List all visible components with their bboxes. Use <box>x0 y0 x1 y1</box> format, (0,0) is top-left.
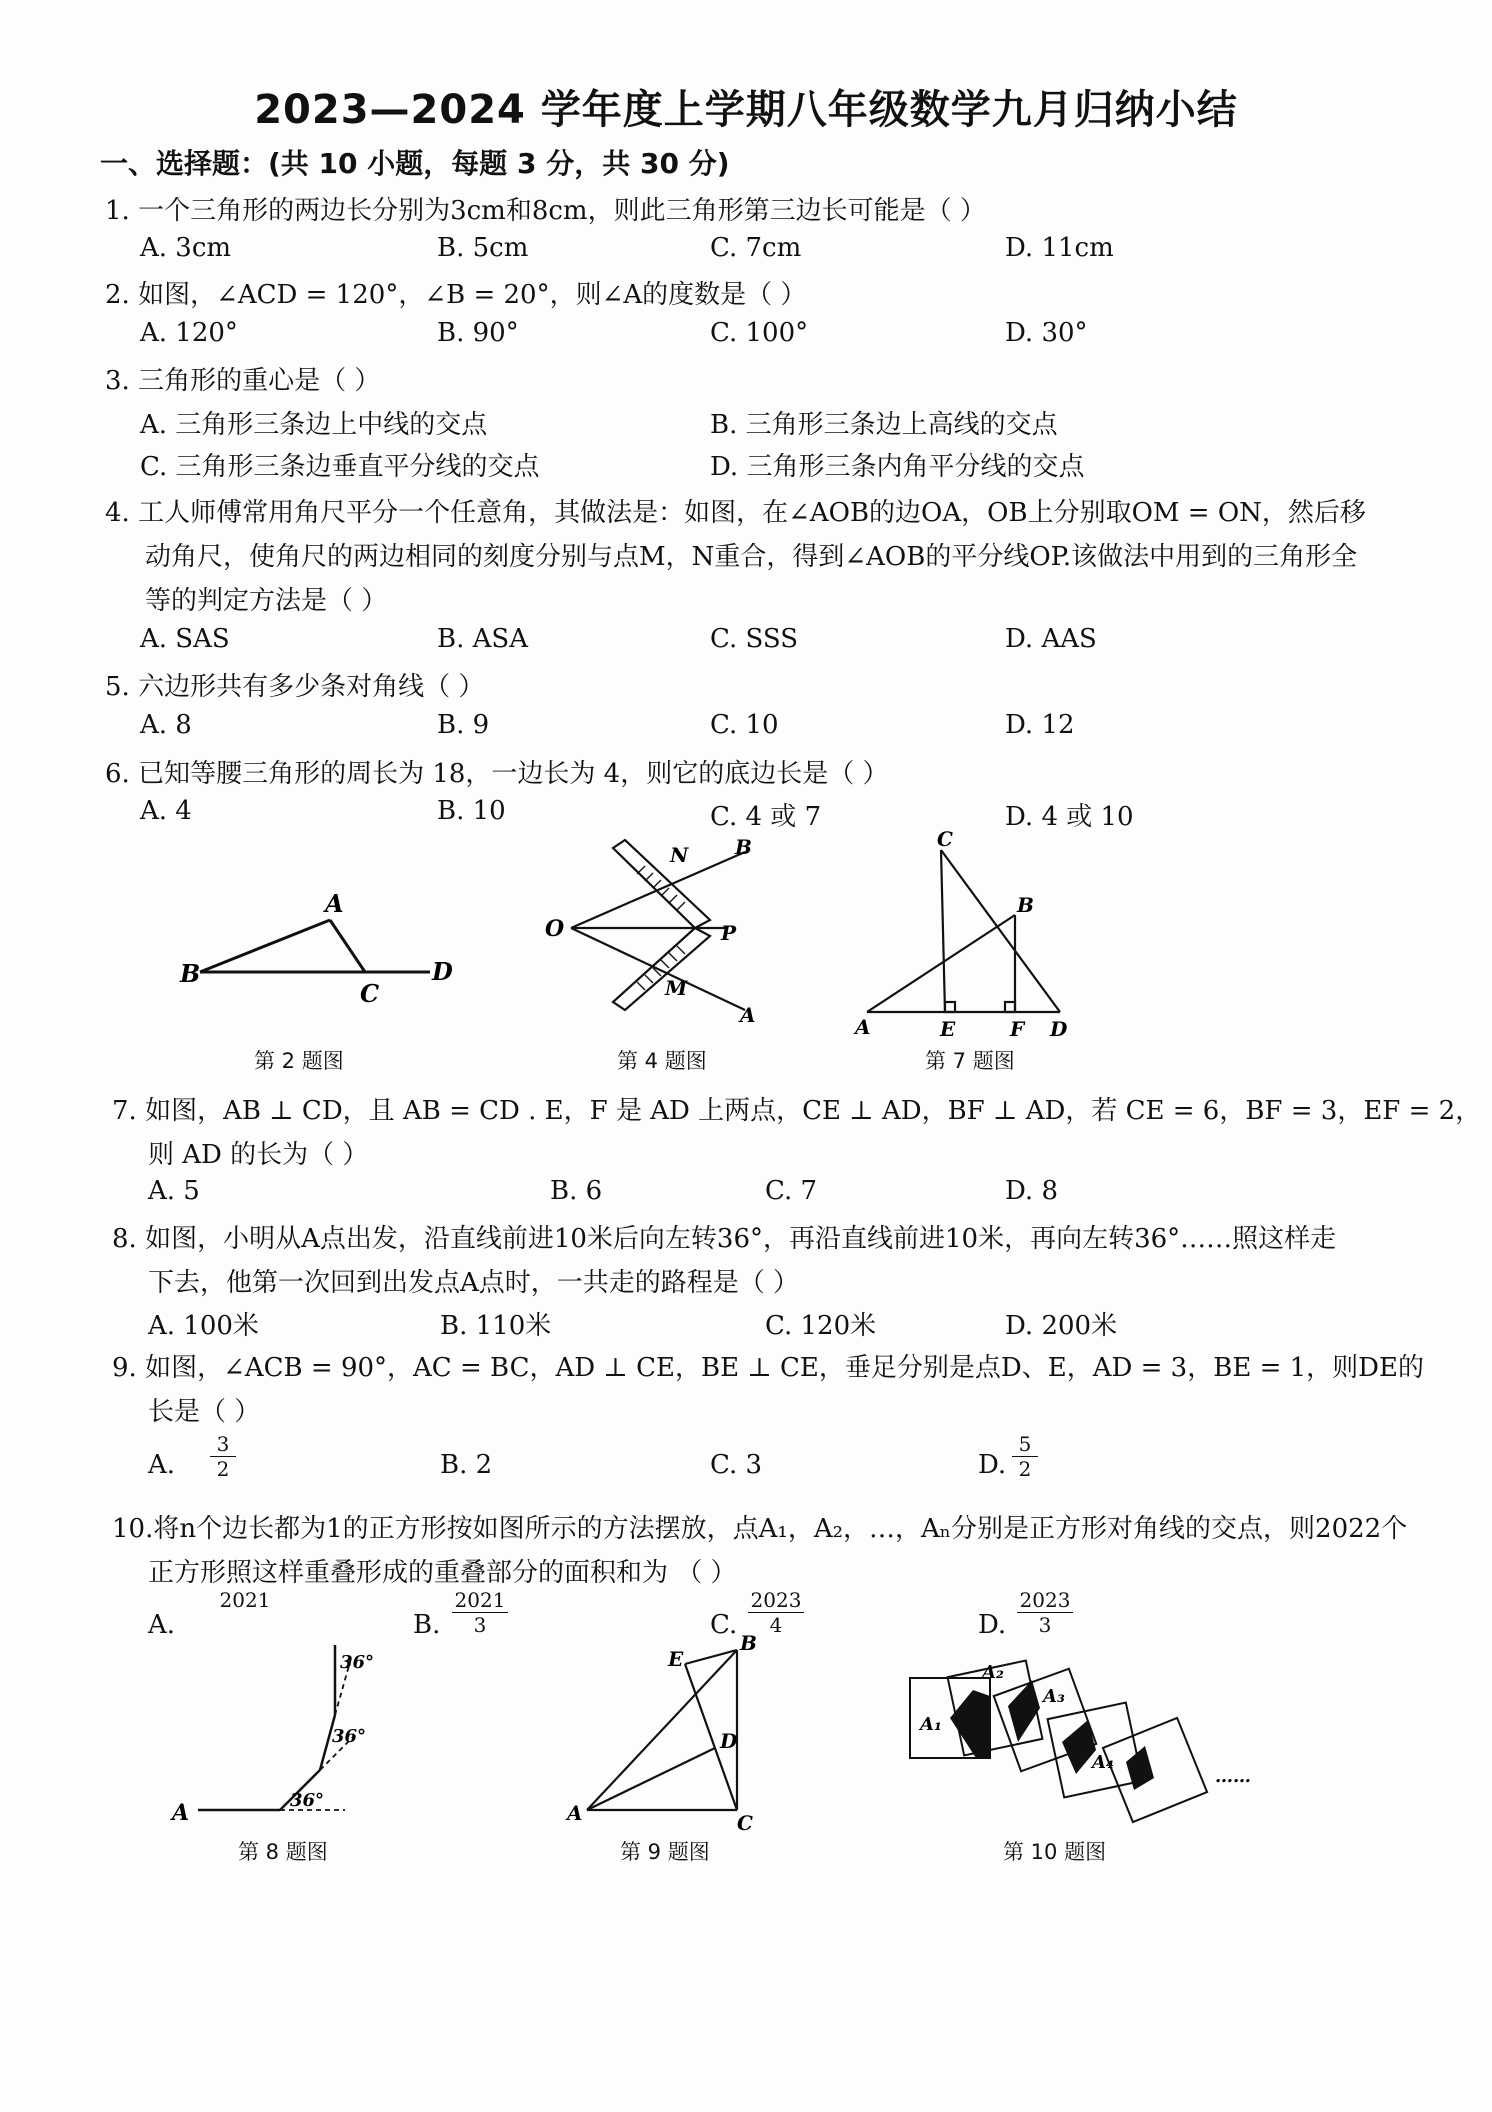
q10-option-d-fraction <box>1015 1588 1075 1637</box>
fig7-label-e: E <box>940 1017 956 1041</box>
fig7-label-c: C <box>937 827 953 851</box>
fig9-caption: 第 9 题图 <box>620 1840 710 1864</box>
question-9-line-1: 9. 如图，∠ACB = 90°，AC = BC，AD ⊥ CE，BE ⊥ CE，垂足分别是点D、E，AD = 3，BE = 1，则DE的 <box>112 1353 1424 1383</box>
q2-option-a: A. 120° <box>140 318 238 348</box>
q9-option-d-fraction <box>1010 1432 1040 1481</box>
fig7-label-a: A <box>855 1015 871 1039</box>
figure-8 <box>170 1630 430 1830</box>
question-6: 6. 已知等腰三角形的周长为 18，一边长为 4，则它的底边长是（ ） <box>105 759 889 789</box>
q10-c-denominator: 4 <box>769 1613 783 1637</box>
q9-d-denominator: 2 <box>1018 1457 1032 1481</box>
q3-option-c: C. 三角形三条边垂直平分线的交点 <box>140 452 540 482</box>
q3-option-a: A. 三角形三条边上中线的交点 <box>140 410 488 440</box>
question-5: 5. 六边形共有多少条对角线（ ） <box>105 672 485 702</box>
question-7-line-1: 7. 如图，AB ⊥ CD，且 AB = CD . E，F 是 AD 上两点，CE ⊥ AD，BF ⊥ AD，若 CE = 6，BF = 3，EF = 2， <box>112 1096 1482 1126</box>
q7-option-a: A. 5 <box>148 1176 200 1206</box>
q5-option-a: A. 8 <box>140 710 192 740</box>
q7-option-c: C. 7 <box>765 1176 818 1206</box>
q3-option-d: D. 三角形三条内角平分线的交点 <box>710 452 1085 482</box>
question-10-line-2: 正方形照这样重叠形成的重叠部分的面积和为 （ ） <box>148 1558 737 1588</box>
fig10-caption: 第 10 题图 <box>1003 1840 1107 1864</box>
q7-option-b: B. 6 <box>550 1176 603 1206</box>
question-4-line-3: 等的判定方法是（ ） <box>145 586 388 616</box>
fig9-label-c: C <box>737 1811 753 1835</box>
q9-option-b: B. 2 <box>440 1450 493 1480</box>
fig9-label-a: A <box>567 1801 583 1825</box>
q9-option-d: D. <box>978 1450 1007 1480</box>
fig4-label-o: O <box>545 916 565 942</box>
q10-option-a: A. <box>148 1610 176 1640</box>
q10-option-a-value: 2021 <box>219 1588 271 1612</box>
fig2-label-a: A <box>325 889 344 918</box>
fig8-angle-1: 36° <box>290 1790 325 1811</box>
q4-option-a: A. SAS <box>140 624 230 654</box>
fig7-label-f: F <box>1010 1017 1025 1041</box>
q5-option-b: B. 9 <box>437 710 490 740</box>
question-7-line-2: 则 AD 的长为（ ） <box>148 1140 369 1170</box>
q8-option-d: D. 200米 <box>1005 1311 1118 1341</box>
q4-option-b: B. ASA <box>437 624 528 654</box>
q9-option-a-fraction <box>208 1432 238 1481</box>
fig4-label-p: P <box>721 921 737 945</box>
fig4-label-m: M <box>665 976 688 1000</box>
fig10-label-a4: A₄ <box>1092 1752 1114 1773</box>
section-heading: 一、选择题：(共 10 小题，每题 3 分，共 30 分) <box>100 147 730 180</box>
q3-option-b: B. 三角形三条边上高线的交点 <box>710 410 1058 440</box>
question-8-line-1: 8. 如图，小明从A点出发，沿直线前进10米后向左转36°，再沿直线前进10米，再向左转36°……照这样走 <box>112 1224 1337 1254</box>
figure-10 <box>900 1650 1280 1820</box>
figure-2 <box>170 880 470 1010</box>
q10-option-d: D. <box>978 1610 1007 1640</box>
q1-option-b: B. 5cm <box>437 233 529 263</box>
q1-option-a: A. 3cm <box>140 233 232 263</box>
q7-option-d: D. 8 <box>1005 1176 1058 1206</box>
question-1: 1. 一个三角形的两边长分别为3cm和8cm，则此三角形第三边长可能是（ ） <box>105 196 986 226</box>
q2-option-c: C. 100° <box>710 318 809 348</box>
q10-option-b: B. <box>413 1610 441 1640</box>
fig9-label-e: E <box>668 1647 684 1671</box>
q8-option-b: B. 110米 <box>440 1311 552 1341</box>
question-9-line-2: 长是（ ） <box>148 1397 261 1427</box>
q2-option-d: D. 30° <box>1005 318 1088 348</box>
fig8-angle-3: 36° <box>340 1652 375 1673</box>
fig4-label-n: N <box>670 843 689 867</box>
page-title: 2023—2024 学年度上学期八年级数学九月归纳小结 <box>254 87 1238 133</box>
figure-7 <box>845 827 1085 1041</box>
fig9-label-b: B <box>740 1631 757 1655</box>
fig4-label-b: B <box>735 835 752 859</box>
q10-option-c: C. <box>710 1610 738 1640</box>
q8-option-c: C. 120米 <box>765 1311 877 1341</box>
question-3: 3. 三角形的重心是（ ） <box>105 366 381 396</box>
fig2-label-c: C <box>360 979 380 1008</box>
figure-9 <box>565 1630 785 1835</box>
q10-b-numerator: 2021 <box>454 1588 506 1612</box>
q9-a-denominator: 2 <box>216 1457 230 1481</box>
q6-option-b: B. 10 <box>437 796 506 826</box>
question-2: 2. 如图，∠ACD = 120°，∠B = 20°，则∠A的度数是（ ） <box>105 280 807 310</box>
question-4-line-1: 4. 工人师傅常用角尺平分一个任意角，其做法是：如图，在∠AOB的边OA，OB上分别取OM = ON，然后移 <box>105 498 1366 528</box>
q5-option-c: C. 10 <box>710 710 779 740</box>
fig4-caption: 第 4 题图 <box>617 1049 707 1073</box>
fig10-label-a3: A₃ <box>1043 1686 1065 1707</box>
figure-4 <box>545 835 775 1027</box>
fig10-label-a2: A₂ <box>982 1662 1004 1683</box>
q6-option-a: A. 4 <box>140 796 192 826</box>
q1-option-d: D. 11cm <box>1005 233 1114 263</box>
q2-option-b: B. 90° <box>437 318 519 348</box>
fig7-label-d: D <box>1050 1017 1068 1041</box>
fig2-label-b: B <box>180 959 201 988</box>
q10-option-b-fraction <box>450 1588 510 1637</box>
q9-d-numerator: 5 <box>1018 1432 1032 1456</box>
fig7-label-b: B <box>1017 893 1034 917</box>
fig2-label-d: D <box>432 957 453 986</box>
q10-c-numerator: 2023 <box>750 1588 802 1612</box>
q4-option-d: D. AAS <box>1005 624 1097 654</box>
q6-option-d: D. 4 或 10 <box>1005 802 1134 832</box>
q10-d-denominator: 3 <box>1038 1613 1052 1637</box>
q1-option-c: C. 7cm <box>710 233 802 263</box>
fig9-label-d: D <box>720 1729 738 1753</box>
fig10-label-a1: A₁ <box>920 1714 942 1735</box>
q9-a-numerator: 3 <box>216 1432 230 1456</box>
q6-option-c: C. 4 或 7 <box>710 802 822 832</box>
q5-option-d: D. 12 <box>1005 710 1075 740</box>
question-8-line-2: 下去，他第一次回到出发点A点时，一共走的路程是（ ） <box>148 1268 800 1298</box>
fig8-caption: 第 8 题图 <box>238 1840 328 1864</box>
fig2-caption: 第 2 题图 <box>254 1049 344 1073</box>
fig8-angle-2: 36° <box>332 1726 367 1747</box>
fig7-caption: 第 7 题图 <box>925 1049 1015 1073</box>
q9-option-c: C. 3 <box>710 1450 763 1480</box>
fig4-label-a: A <box>740 1003 756 1027</box>
q4-option-c: C. SSS <box>710 624 799 654</box>
question-10-line-1: 10.将n个边长都为1的正方形按如图所示的方法摆放，点A₁，A₂，…，Aₙ分别是正方形对角线的交点，则2022个 <box>112 1514 1408 1544</box>
q10-d-numerator: 2023 <box>1019 1588 1071 1612</box>
fig10-ellipsis: …… <box>1215 1766 1251 1787</box>
fig8-label-a: A <box>172 1800 190 1826</box>
q9-option-a: A. <box>148 1450 176 1480</box>
q10-b-denominator: 3 <box>473 1613 487 1637</box>
question-4-line-2: 动角尺，使角尺的两边相同的刻度分别与点M，N重合，得到∠AOB的平分线OP.该做法中用到的三角形全 <box>145 542 1358 572</box>
q8-option-a: A. 100米 <box>148 1311 259 1341</box>
